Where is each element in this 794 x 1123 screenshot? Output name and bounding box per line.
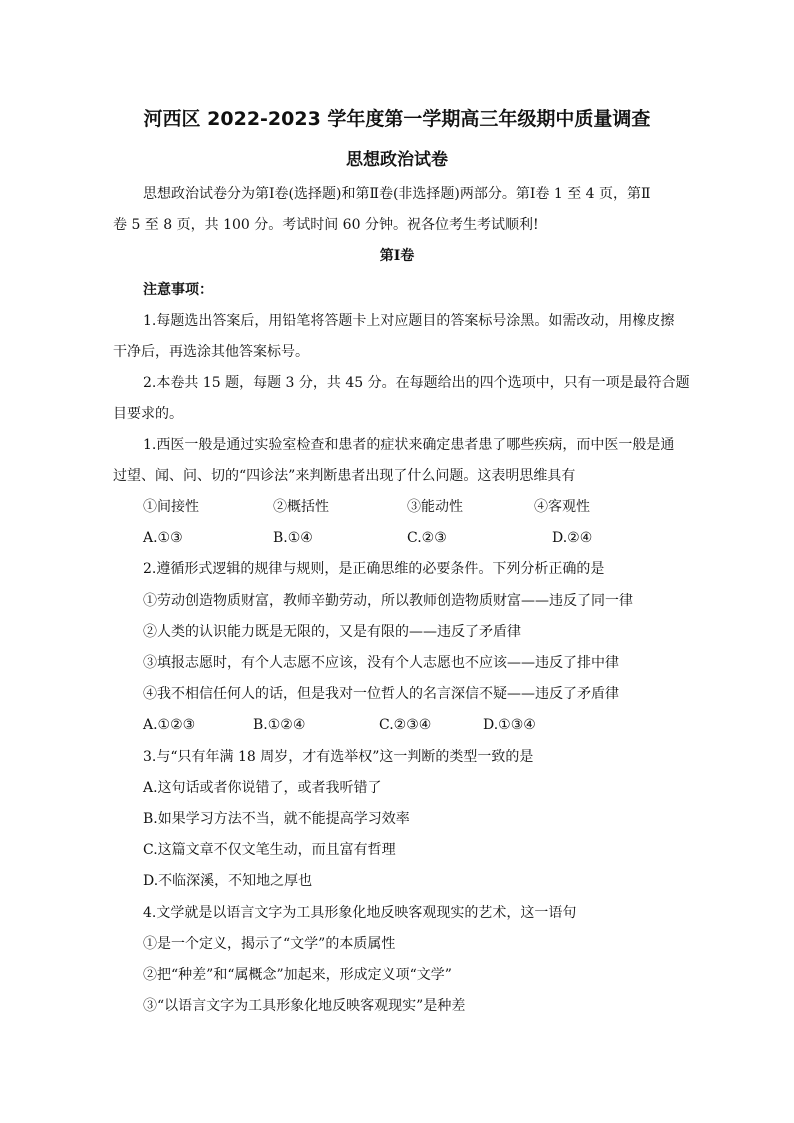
intro-line-2: 卷 5 至 8 页，共 100 分。考试时间 60 分钟。祝各位考生考试顺利! — [113, 217, 539, 233]
question-4-stem: 4.文学就是以语言文字为工具形象化地反映客观现实的艺术，这一语句 — [143, 905, 577, 921]
notes-item-2-line-1: 2.本卷共 15 题，每题 3 分，共 45 分。在每题给出的四个选项中，只有一项是最符合题 — [143, 375, 690, 391]
notes-item-1-line-2: 干净后，再选涂其他答案标号。 — [113, 344, 309, 360]
question-3-stem: 3.与“只有年满 18 周岁，才有选举权”这一判断的类型一致的是 — [143, 749, 534, 765]
question-4-item-1: ①是一个定义，揭示了“文学”的本质属性 — [143, 936, 396, 952]
intro-line-1: 思想政治试卷分为第Ⅰ卷(选择题)和第Ⅱ卷(非选择题)两部分。第Ⅰ卷 1 至 4 页，第Ⅱ — [143, 186, 651, 202]
question-1-item-1: ①间接性 — [143, 499, 199, 515]
notes-item-2-line-2: 目要求的。 — [113, 406, 183, 422]
question-2-item-4: ④我不相信任何人的话，但是我对一位哲人的名言深信不疑——违反了矛盾律 — [143, 686, 619, 702]
question-2-item-1: ①劳动创造物质财富，教师辛勤劳动，所以教师创造物质财富——违反了同一律 — [143, 593, 633, 609]
question-2-stem: 2.遵循形式逻辑的规律与规则，是正确思维的必要条件。下列分析正确的是 — [143, 561, 605, 577]
exam-subtitle: 思想政治试卷 — [346, 150, 448, 170]
question-1-option-a: A.①③ — [143, 530, 183, 546]
question-1-item-2: ②概括性 — [273, 499, 329, 515]
question-3-option-a: A.这句话或者你说错了，或者我听错了 — [143, 780, 382, 796]
question-2-option-c: C.②③④ — [379, 717, 432, 733]
question-1-option-b: B.①④ — [273, 530, 313, 546]
question-2-item-2: ②人类的认识能力既是无限的，又是有限的——违反了矛盾律 — [143, 624, 521, 640]
question-2-option-a: A.①②③ — [143, 717, 196, 733]
question-4-item-2: ②把“种差”和“属概念”加起来，形成定义项“文学” — [143, 967, 452, 983]
question-2-option-d: D.①③④ — [483, 717, 536, 733]
question-2-item-3: ③填报志愿时，有个人志愿不应该，没有个人志愿也不应该——违反了排中律 — [143, 655, 619, 671]
question-1-option-d: D.②④ — [552, 530, 593, 546]
question-3-option-b: B.如果学习方法不当，就不能提高学习效率 — [143, 811, 410, 827]
notes-item-1-line-1: 1.每题选出答案后，用铅笔将答题卡上对应题目的答案标号涂黑。如需改动，用橡皮擦 — [143, 313, 675, 329]
question-1-item-4: ④客观性 — [534, 499, 590, 515]
question-2-option-b: B.①②④ — [253, 717, 306, 733]
notes-heading: 注意事项： — [143, 282, 213, 298]
question-3-option-c: C.这篇文章不仅文笔生动，而且富有哲理 — [143, 842, 396, 858]
section-title: 第Ⅰ卷 — [379, 248, 415, 264]
question-4-item-3: ③“以语言文字为工具形象化地反映客观现实”是种差 — [143, 998, 466, 1014]
question-1-stem-line-2: 过望、闻、问、切的“四诊法”来判断患者出现了什么问题。这表明思维具有 — [113, 468, 576, 484]
question-1-option-c: C.②③ — [407, 530, 447, 546]
question-3-option-d: D.不临深溪，不知地之厚也 — [143, 873, 313, 889]
question-1-item-3: ③能动性 — [407, 499, 463, 515]
question-1-stem-line-1: 1.西医一般是通过实验室检查和患者的症状来确定患者患了哪些疾病，而中医一般是通 — [143, 437, 675, 453]
exam-title: 河西区 2022-2023 学年度第一学期高三年级期中质量调查 — [143, 108, 651, 130]
